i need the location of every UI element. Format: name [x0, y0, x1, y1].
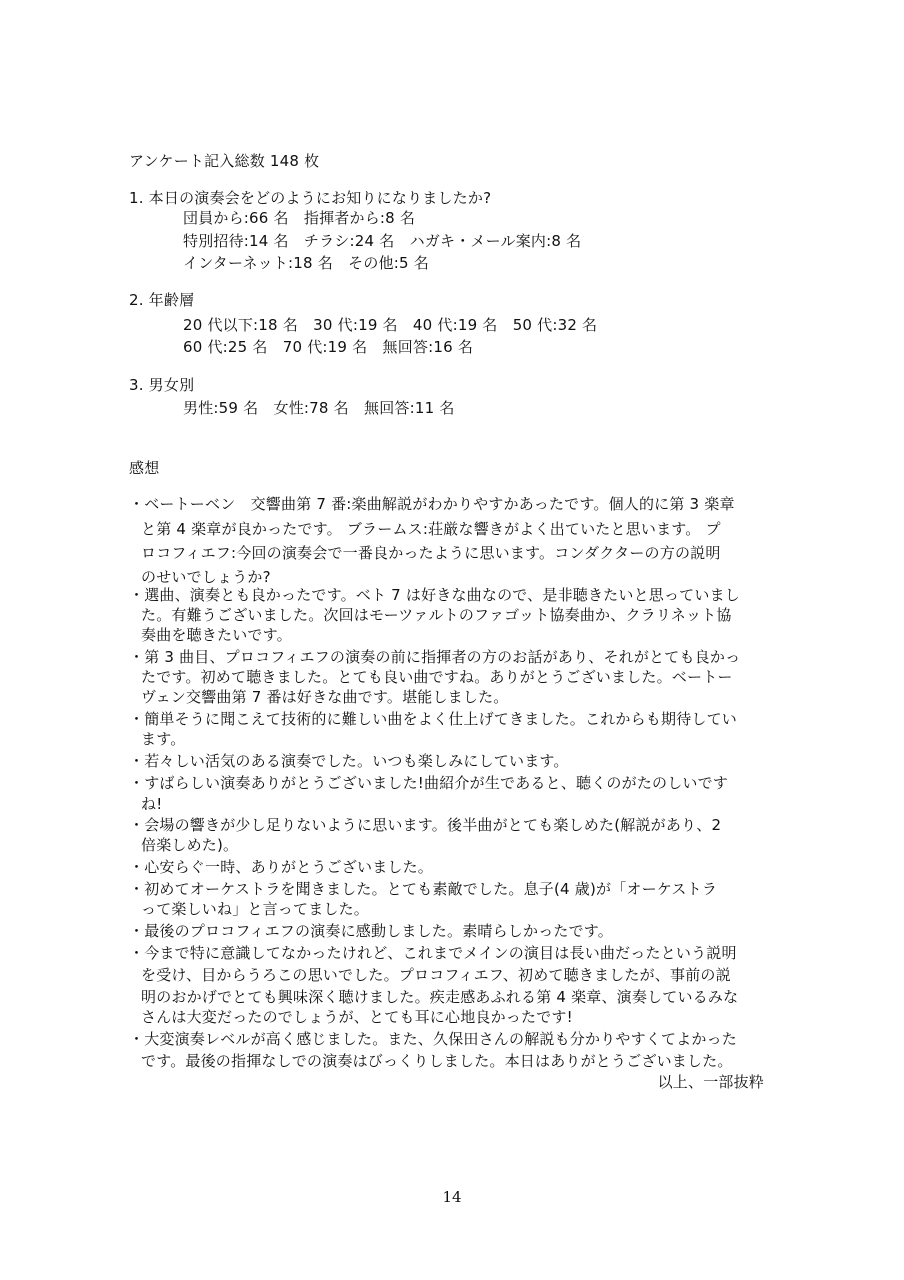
- comment-line: ・ベートーベン 交響曲第 7 番:楽曲解説がわかりやすかあったです。個人的に第 3 楽章: [129, 495, 735, 513]
- comment-line: です。最後の指揮なしでの演奏はびっくりしました。本日はありがとうございました。: [141, 1052, 733, 1070]
- comment-line: 倍楽しめた)。: [141, 836, 239, 854]
- comment-line: ロコフィエフ:今回の演奏会で一番良かったように思います。コンダクターの方の説明: [141, 544, 721, 562]
- question-2-title: 2. 年齢層: [129, 291, 195, 309]
- question-1-answer: インターネット:18 名 その他:5 名: [183, 254, 429, 272]
- comments-heading: 感想: [129, 459, 160, 477]
- comment-line: たです。初めて聴きました。とても良い曲ですね。ありがとうございました。ベートー: [141, 668, 733, 686]
- comment-line: 奏曲を聴きたいです。: [141, 626, 292, 644]
- question-1-answer: 団員から:66 名 指揮者から:8 名: [183, 209, 416, 227]
- closing-note: 以上、一部抜粋: [657, 1073, 764, 1091]
- comment-line: た。有難うございました。次回はモーツァルトのファゴット協奏曲か、クラリネット協: [141, 606, 732, 624]
- comment-line: ・会場の響きが少し足りないように思います。後半曲がとても楽しめた(解説があり、2: [129, 816, 722, 834]
- comment-line: ・初めてオーケストラを聞きました。とても素敵でした。息子(4 歳)が「オーケストラ: [129, 880, 718, 898]
- question-3-answer: 男性:59 名 女性:78 名 無回答:11 名: [183, 399, 455, 417]
- comment-line: と第 4 楽章が良かったです。 ブラームス:荘厳な響きがよく出ていたと思います。 プ: [141, 520, 721, 538]
- comment-line: ・すばらしい演奏ありがとうございました!曲紹介が生であると、聴くのがたのしいです: [129, 774, 729, 792]
- comment-line: って楽しいね」と言ってました。: [141, 900, 370, 918]
- comment-line: 明のおかげでとても興味深く聴けました。疾走感あふれる第 4 楽章、演奏しているみな: [141, 988, 739, 1006]
- comment-line: ます。: [141, 730, 186, 748]
- comment-line: ヴェン交響曲第 7 番は好きな曲です。堪能しました。: [141, 688, 509, 706]
- comment-line: ・大変演奏レベルが高く感じました。また、久保田さんの解説も分かりやすくてよかった: [129, 1030, 738, 1048]
- question-3-title: 3. 男女別: [129, 376, 195, 394]
- comment-line: ・今まで特に意識してなかったけれど、これまでメインの演目は長い曲だったという説明: [129, 944, 737, 962]
- page-number: 14: [442, 1188, 462, 1206]
- survey-total: アンケート記入総数 148 枚: [129, 152, 320, 170]
- question-1-title: 1. 本日の演奏会をどのようにお知りになりましたか?: [129, 189, 492, 207]
- comment-line: さんは大変だったのでしょうが、とても耳に心地良かったです!: [141, 1008, 573, 1026]
- comment-line: ・最後のプロコフィエフの演奏に感動しました。素晴らしかったです。: [129, 922, 614, 940]
- question-1-answer: 特別招待:14 名 チラシ:24 名 ハガキ・メール案内:8 名: [183, 232, 582, 250]
- comment-line: を受け、目からうろこの思いでした。プロコフィエフ、初めて聴きましたが、事前の説: [141, 966, 731, 984]
- comment-line: のせいでしょうか?: [141, 568, 271, 586]
- comment-line: ・簡単そうに聞こえて技術的に難しい曲をよく仕上げてきました。これからも期待してい: [129, 710, 738, 728]
- comment-line: ・選曲、演奏とも良かったです。ベト 7 は好きな曲なので、是非聴きたいと思っていまし: [129, 586, 740, 604]
- comment-line: ・若々しい活気のある演奏でした。いつも楽しみにしています。: [129, 752, 569, 770]
- question-2-answer: 20 代以下:18 名 30 代:19 名 40 代:19 名 50 代:32 名: [183, 316, 598, 334]
- comment-line: ね!: [141, 795, 163, 813]
- question-2-answer: 60 代:25 名 70 代:19 名 無回答:16 名: [183, 338, 474, 356]
- comment-line: ・心安らぐ一時、ありがとうございました。: [129, 858, 434, 876]
- comment-line: ・第 3 曲目、プロコフィエフの演奏の前に指揮者の方のお話があり、それがとても良かっ: [129, 648, 741, 666]
